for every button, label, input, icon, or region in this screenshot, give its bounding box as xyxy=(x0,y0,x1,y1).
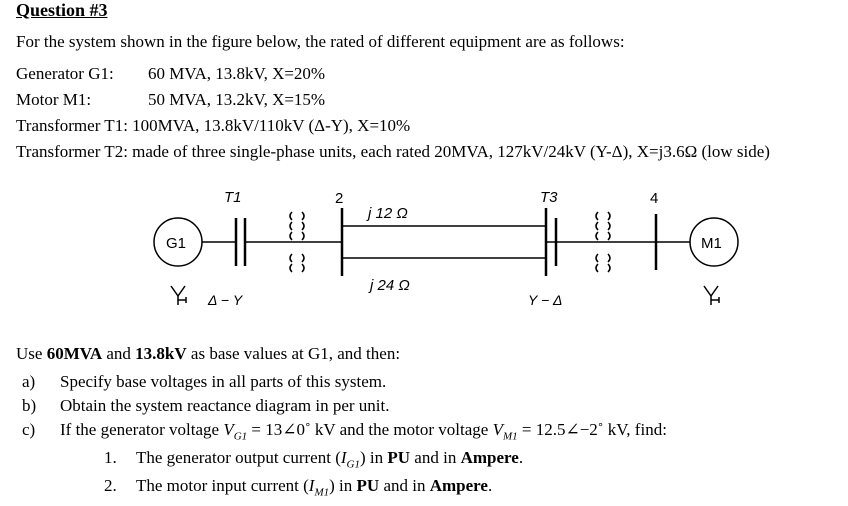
question-title: Question #3 xyxy=(16,0,108,20)
task-c-text: If the generator voltage $V_{G1}$ = 13∠0˚ kV and the motor voltage $V_{M1}$ = 12.5∠−2˚ kV, find: xyxy=(60,420,667,443)
subtask-1-number: 1. xyxy=(104,448,117,467)
transformer-t2-spec: Transformer T2: made of three single-phase units, each rated 20MVA, 127kV/24kV (Y-Δ), X=j3.6Ω (low side) xyxy=(16,142,770,161)
motor-spec-value: 50 MVA, 13.2kV, X=15% xyxy=(148,90,326,109)
t1-connection-label: Δ − Y xyxy=(208,292,243,308)
motor-spec-label: Motor M1: xyxy=(16,90,92,109)
task-b-text: Obtain the system reactance diagram in per unit. xyxy=(60,396,390,415)
task-b-letter: b) xyxy=(22,396,37,415)
generator-spec-label: Generator G1: xyxy=(16,64,114,83)
intro-text: For the system shown in the figure below, the rated of different equipment are as follows: xyxy=(16,32,625,51)
t1-label: T1 xyxy=(224,189,242,206)
motor-ground-wye-icon xyxy=(704,286,719,305)
subtask-1-text: The generator output current $(I_{G1})$ in PU and in Ampere. xyxy=(136,448,524,471)
g1-label: G1 xyxy=(166,235,187,252)
bus4-label: 4 xyxy=(650,190,659,207)
t3-connection-label: Y − Δ xyxy=(528,292,563,308)
task-a-letter: a) xyxy=(22,372,36,391)
subtask-2-number: 2. xyxy=(104,476,117,495)
t3-label: T3 xyxy=(540,189,558,206)
generator-spec-value: 60 MVA, 13.8kV, X=20% xyxy=(148,64,326,83)
bus2-label: 2 xyxy=(335,190,344,207)
transformer-t1-spec: Transformer T1: 100MVA, 13.8kV/110kV (Δ-Y), X=10% xyxy=(16,116,411,135)
line-upper-impedance: j 12 Ω xyxy=(368,205,408,222)
line-lower-impedance: j 24 Ω xyxy=(370,277,410,294)
m1-label: M1 xyxy=(701,235,722,252)
task-c-letter: c) xyxy=(22,420,36,439)
subtask-2-text: The motor input current $(I_{M1})$ in PU and in Ampere. xyxy=(136,476,493,499)
task-a-text: Specify base voltages in all parts of this system. xyxy=(60,372,387,391)
base-values-text: Use 60MVA and 13.8kV as base values at G1, and then: xyxy=(16,344,401,363)
generator-ground-wye-icon xyxy=(171,286,186,305)
